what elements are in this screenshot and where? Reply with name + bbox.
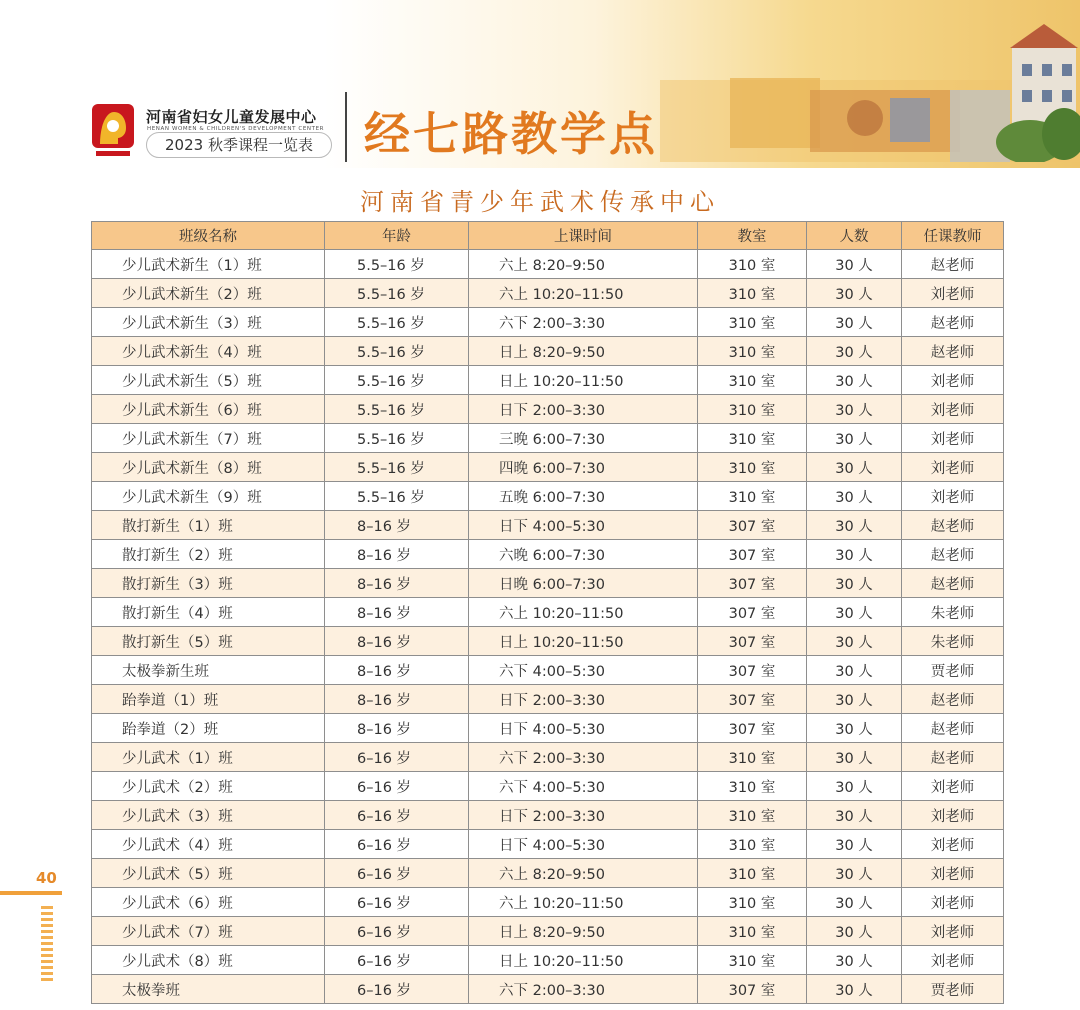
page-number: 40	[36, 869, 57, 887]
cell-time: 六下 4:00–5:30	[469, 772, 698, 801]
cell-teacher: 赵老师	[902, 743, 1004, 772]
table-row	[92, 801, 1004, 830]
cell-time: 日下 4:00–5:30	[469, 511, 698, 540]
cell-capacity: 30 人	[807, 395, 902, 424]
cell-age: 6–16 岁	[325, 946, 469, 975]
cell-class-name: 散打新生（1）班	[92, 511, 325, 540]
cell-capacity: 30 人	[807, 859, 902, 888]
cell-age: 5.5–16 岁	[325, 250, 469, 279]
cell-time: 六下 2:00–3:30	[469, 308, 698, 337]
side-decoration	[41, 906, 53, 982]
column-header-age: 年龄	[325, 222, 469, 250]
header-divider	[345, 92, 347, 162]
column-header-class-name: 班级名称	[92, 222, 325, 250]
cell-class-name: 少儿武术（4）班	[92, 830, 325, 859]
cell-age: 8–16 岁	[325, 598, 469, 627]
table-row	[92, 598, 1004, 627]
cell-time: 日下 4:00–5:30	[469, 830, 698, 859]
cell-age: 6–16 岁	[325, 743, 469, 772]
cell-time: 四晚 6:00–7:30	[469, 453, 698, 482]
cell-time: 六上 8:20–9:50	[469, 250, 698, 279]
cell-class-name: 散打新生（4）班	[92, 598, 325, 627]
cell-class-name: 少儿武术新生（2）班	[92, 279, 325, 308]
cell-time: 六上 10:20–11:50	[469, 598, 698, 627]
cell-room: 307 室	[698, 714, 807, 743]
cell-time: 日上 10:20–11:50	[469, 627, 698, 656]
cell-room: 310 室	[698, 830, 807, 859]
cell-room: 307 室	[698, 656, 807, 685]
cell-capacity: 30 人	[807, 511, 902, 540]
cell-capacity: 30 人	[807, 888, 902, 917]
cell-class-name: 少儿武术（6）班	[92, 888, 325, 917]
cell-teacher: 刘老师	[902, 830, 1004, 859]
table-row	[92, 540, 1004, 569]
course-schedule-table	[91, 221, 1004, 1004]
table-row	[92, 656, 1004, 685]
cell-room: 307 室	[698, 598, 807, 627]
cell-teacher: 刘老师	[902, 395, 1004, 424]
table-row	[92, 975, 1004, 1004]
cell-room: 310 室	[698, 337, 807, 366]
cell-age: 8–16 岁	[325, 714, 469, 743]
cell-room: 307 室	[698, 685, 807, 714]
cell-capacity: 30 人	[807, 250, 902, 279]
cell-class-name: 少儿武术新生（6）班	[92, 395, 325, 424]
cell-room: 307 室	[698, 627, 807, 656]
org-logo-icon	[92, 104, 134, 158]
cell-age: 5.5–16 岁	[325, 424, 469, 453]
cell-capacity: 30 人	[807, 714, 902, 743]
cell-teacher: 刘老师	[902, 859, 1004, 888]
cell-class-name: 少儿武术新生（8）班	[92, 453, 325, 482]
cell-teacher: 赵老师	[902, 337, 1004, 366]
cell-time: 日下 2:00–3:30	[469, 395, 698, 424]
cell-room: 310 室	[698, 279, 807, 308]
table-row	[92, 337, 1004, 366]
cell-class-name: 太极拳新生班	[92, 656, 325, 685]
table-row	[92, 511, 1004, 540]
cell-room: 307 室	[698, 975, 807, 1004]
cell-age: 6–16 岁	[325, 772, 469, 801]
cell-class-name: 少儿武术（1）班	[92, 743, 325, 772]
cell-age: 8–16 岁	[325, 656, 469, 685]
cell-age: 5.5–16 岁	[325, 366, 469, 395]
table-row	[92, 743, 1004, 772]
table-row	[92, 685, 1004, 714]
cell-capacity: 30 人	[807, 946, 902, 975]
cell-time: 日上 10:20–11:50	[469, 366, 698, 395]
cell-time: 六下 4:00–5:30	[469, 656, 698, 685]
cell-age: 8–16 岁	[325, 511, 469, 540]
cell-age: 5.5–16 岁	[325, 453, 469, 482]
cell-teacher: 刘老师	[902, 888, 1004, 917]
cell-class-name: 跆拳道（1）班	[92, 685, 325, 714]
cell-time: 六上 8:20–9:50	[469, 859, 698, 888]
column-header-capacity: 人数	[807, 222, 902, 250]
cell-room: 310 室	[698, 308, 807, 337]
cell-class-name: 少儿武术新生（9）班	[92, 482, 325, 511]
cell-age: 5.5–16 岁	[325, 337, 469, 366]
cell-teacher: 刘老师	[902, 772, 1004, 801]
page-marker-bar	[0, 891, 62, 895]
cell-room: 310 室	[698, 482, 807, 511]
cell-teacher: 赵老师	[902, 569, 1004, 598]
site-title: 经七路教学点	[364, 107, 658, 161]
cell-capacity: 30 人	[807, 656, 902, 685]
cell-class-name: 少儿武术新生（1）班	[92, 250, 325, 279]
cell-capacity: 30 人	[807, 830, 902, 859]
cell-room: 310 室	[698, 859, 807, 888]
table-body	[92, 250, 1004, 1004]
cell-room: 307 室	[698, 569, 807, 598]
cell-capacity: 30 人	[807, 975, 902, 1004]
cell-age: 8–16 岁	[325, 685, 469, 714]
cell-teacher: 刘老师	[902, 453, 1004, 482]
cell-age: 6–16 岁	[325, 830, 469, 859]
cell-teacher: 刘老师	[902, 424, 1004, 453]
cell-capacity: 30 人	[807, 627, 902, 656]
cell-capacity: 30 人	[807, 772, 902, 801]
cell-capacity: 30 人	[807, 279, 902, 308]
cell-class-name: 跆拳道（2）班	[92, 714, 325, 743]
cell-class-name: 散打新生（3）班	[92, 569, 325, 598]
cell-time: 六上 10:20–11:50	[469, 279, 698, 308]
cell-room: 310 室	[698, 366, 807, 395]
cell-teacher: 贾老师	[902, 975, 1004, 1004]
cell-class-name: 少儿武术（7）班	[92, 917, 325, 946]
cell-capacity: 30 人	[807, 598, 902, 627]
table-row	[92, 424, 1004, 453]
cell-teacher: 刘老师	[902, 366, 1004, 395]
cell-age: 8–16 岁	[325, 627, 469, 656]
cell-teacher: 刘老师	[902, 917, 1004, 946]
cell-capacity: 30 人	[807, 424, 902, 453]
cell-time: 六下 2:00–3:30	[469, 743, 698, 772]
cell-time: 日下 4:00–5:30	[469, 714, 698, 743]
table-row	[92, 859, 1004, 888]
cell-room: 310 室	[698, 453, 807, 482]
section-title: 河南省青少年武术传承中心	[360, 188, 720, 216]
table-row	[92, 453, 1004, 482]
cell-class-name: 散打新生（5）班	[92, 627, 325, 656]
cell-class-name: 少儿武术（5）班	[92, 859, 325, 888]
cell-capacity: 30 人	[807, 540, 902, 569]
cell-time: 日下 2:00–3:30	[469, 801, 698, 830]
cell-age: 6–16 岁	[325, 801, 469, 830]
cell-room: 310 室	[698, 743, 807, 772]
table-row	[92, 772, 1004, 801]
cell-capacity: 30 人	[807, 453, 902, 482]
cell-time: 六下 2:00–3:30	[469, 975, 698, 1004]
cell-room: 310 室	[698, 395, 807, 424]
org-name-cn: 河南省妇女儿童发展中心	[146, 108, 317, 126]
table-header-row	[92, 222, 1004, 250]
cell-teacher: 刘老师	[902, 279, 1004, 308]
cell-room: 310 室	[698, 772, 807, 801]
cell-room: 310 室	[698, 250, 807, 279]
column-header-time: 上课时间	[469, 222, 698, 250]
cell-capacity: 30 人	[807, 917, 902, 946]
cell-age: 6–16 岁	[325, 975, 469, 1004]
cell-capacity: 30 人	[807, 743, 902, 772]
cell-teacher: 赵老师	[902, 511, 1004, 540]
table-row	[92, 250, 1004, 279]
cell-age: 6–16 岁	[325, 888, 469, 917]
cell-age: 8–16 岁	[325, 540, 469, 569]
column-header-teacher: 任课教师	[902, 222, 1004, 250]
cell-time: 日下 2:00–3:30	[469, 685, 698, 714]
cell-class-name: 少儿武术（3）班	[92, 801, 325, 830]
table-row	[92, 888, 1004, 917]
cell-class-name: 少儿武术（2）班	[92, 772, 325, 801]
edition-badge: 2023 秋季课程一览表	[146, 132, 332, 158]
org-name-en: HENAN WOMEN & CHILDREN'S DEVELOPMENT CENTER	[147, 126, 325, 132]
cell-class-name: 少儿武术新生（7）班	[92, 424, 325, 453]
cell-time: 日上 8:20–9:50	[469, 337, 698, 366]
cell-teacher: 刘老师	[902, 801, 1004, 830]
cell-class-name: 散打新生（2）班	[92, 540, 325, 569]
cell-time: 日上 10:20–11:50	[469, 946, 698, 975]
cell-time: 三晚 6:00–7:30	[469, 424, 698, 453]
cell-time: 五晚 6:00–7:30	[469, 482, 698, 511]
cell-class-name: 少儿武术（8）班	[92, 946, 325, 975]
cell-room: 310 室	[698, 917, 807, 946]
table-row	[92, 366, 1004, 395]
cell-time: 日晚 6:00–7:30	[469, 569, 698, 598]
cell-class-name: 少儿武术新生（5）班	[92, 366, 325, 395]
cell-room: 310 室	[698, 801, 807, 830]
cell-teacher: 朱老师	[902, 627, 1004, 656]
cell-room: 307 室	[698, 540, 807, 569]
cell-teacher: 赵老师	[902, 685, 1004, 714]
cell-capacity: 30 人	[807, 482, 902, 511]
table-row	[92, 482, 1004, 511]
cell-class-name: 少儿武术新生（4）班	[92, 337, 325, 366]
table-row	[92, 830, 1004, 859]
cell-age: 6–16 岁	[325, 859, 469, 888]
cell-capacity: 30 人	[807, 801, 902, 830]
cell-age: 6–16 岁	[325, 917, 469, 946]
building-mural-image	[660, 20, 1080, 162]
cell-time: 日上 8:20–9:50	[469, 917, 698, 946]
cell-room: 310 室	[698, 946, 807, 975]
cell-room: 310 室	[698, 888, 807, 917]
table-row	[92, 627, 1004, 656]
cell-teacher: 赵老师	[902, 714, 1004, 743]
cell-age: 5.5–16 岁	[325, 395, 469, 424]
cell-class-name: 少儿武术新生（3）班	[92, 308, 325, 337]
table-row	[92, 279, 1004, 308]
cell-room: 310 室	[698, 424, 807, 453]
header-banner	[0, 0, 1080, 168]
table-row	[92, 308, 1004, 337]
cell-time: 六上 10:20–11:50	[469, 888, 698, 917]
table-row	[92, 569, 1004, 598]
cell-teacher: 赵老师	[902, 250, 1004, 279]
cell-capacity: 30 人	[807, 366, 902, 395]
cell-class-name: 太极拳班	[92, 975, 325, 1004]
cell-room: 307 室	[698, 511, 807, 540]
table-row	[92, 395, 1004, 424]
cell-capacity: 30 人	[807, 685, 902, 714]
cell-teacher: 赵老师	[902, 308, 1004, 337]
table-row	[92, 946, 1004, 975]
cell-age: 5.5–16 岁	[325, 482, 469, 511]
cell-teacher: 朱老师	[902, 598, 1004, 627]
cell-teacher: 刘老师	[902, 482, 1004, 511]
cell-age: 5.5–16 岁	[325, 279, 469, 308]
cell-capacity: 30 人	[807, 569, 902, 598]
cell-teacher: 刘老师	[902, 946, 1004, 975]
cell-capacity: 30 人	[807, 308, 902, 337]
cell-teacher: 赵老师	[902, 540, 1004, 569]
table-row	[92, 714, 1004, 743]
cell-time: 六晚 6:00–7:30	[469, 540, 698, 569]
column-header-room: 教室	[698, 222, 807, 250]
cell-capacity: 30 人	[807, 337, 902, 366]
table-row	[92, 917, 1004, 946]
cell-age: 8–16 岁	[325, 569, 469, 598]
cell-teacher: 贾老师	[902, 656, 1004, 685]
cell-age: 5.5–16 岁	[325, 308, 469, 337]
